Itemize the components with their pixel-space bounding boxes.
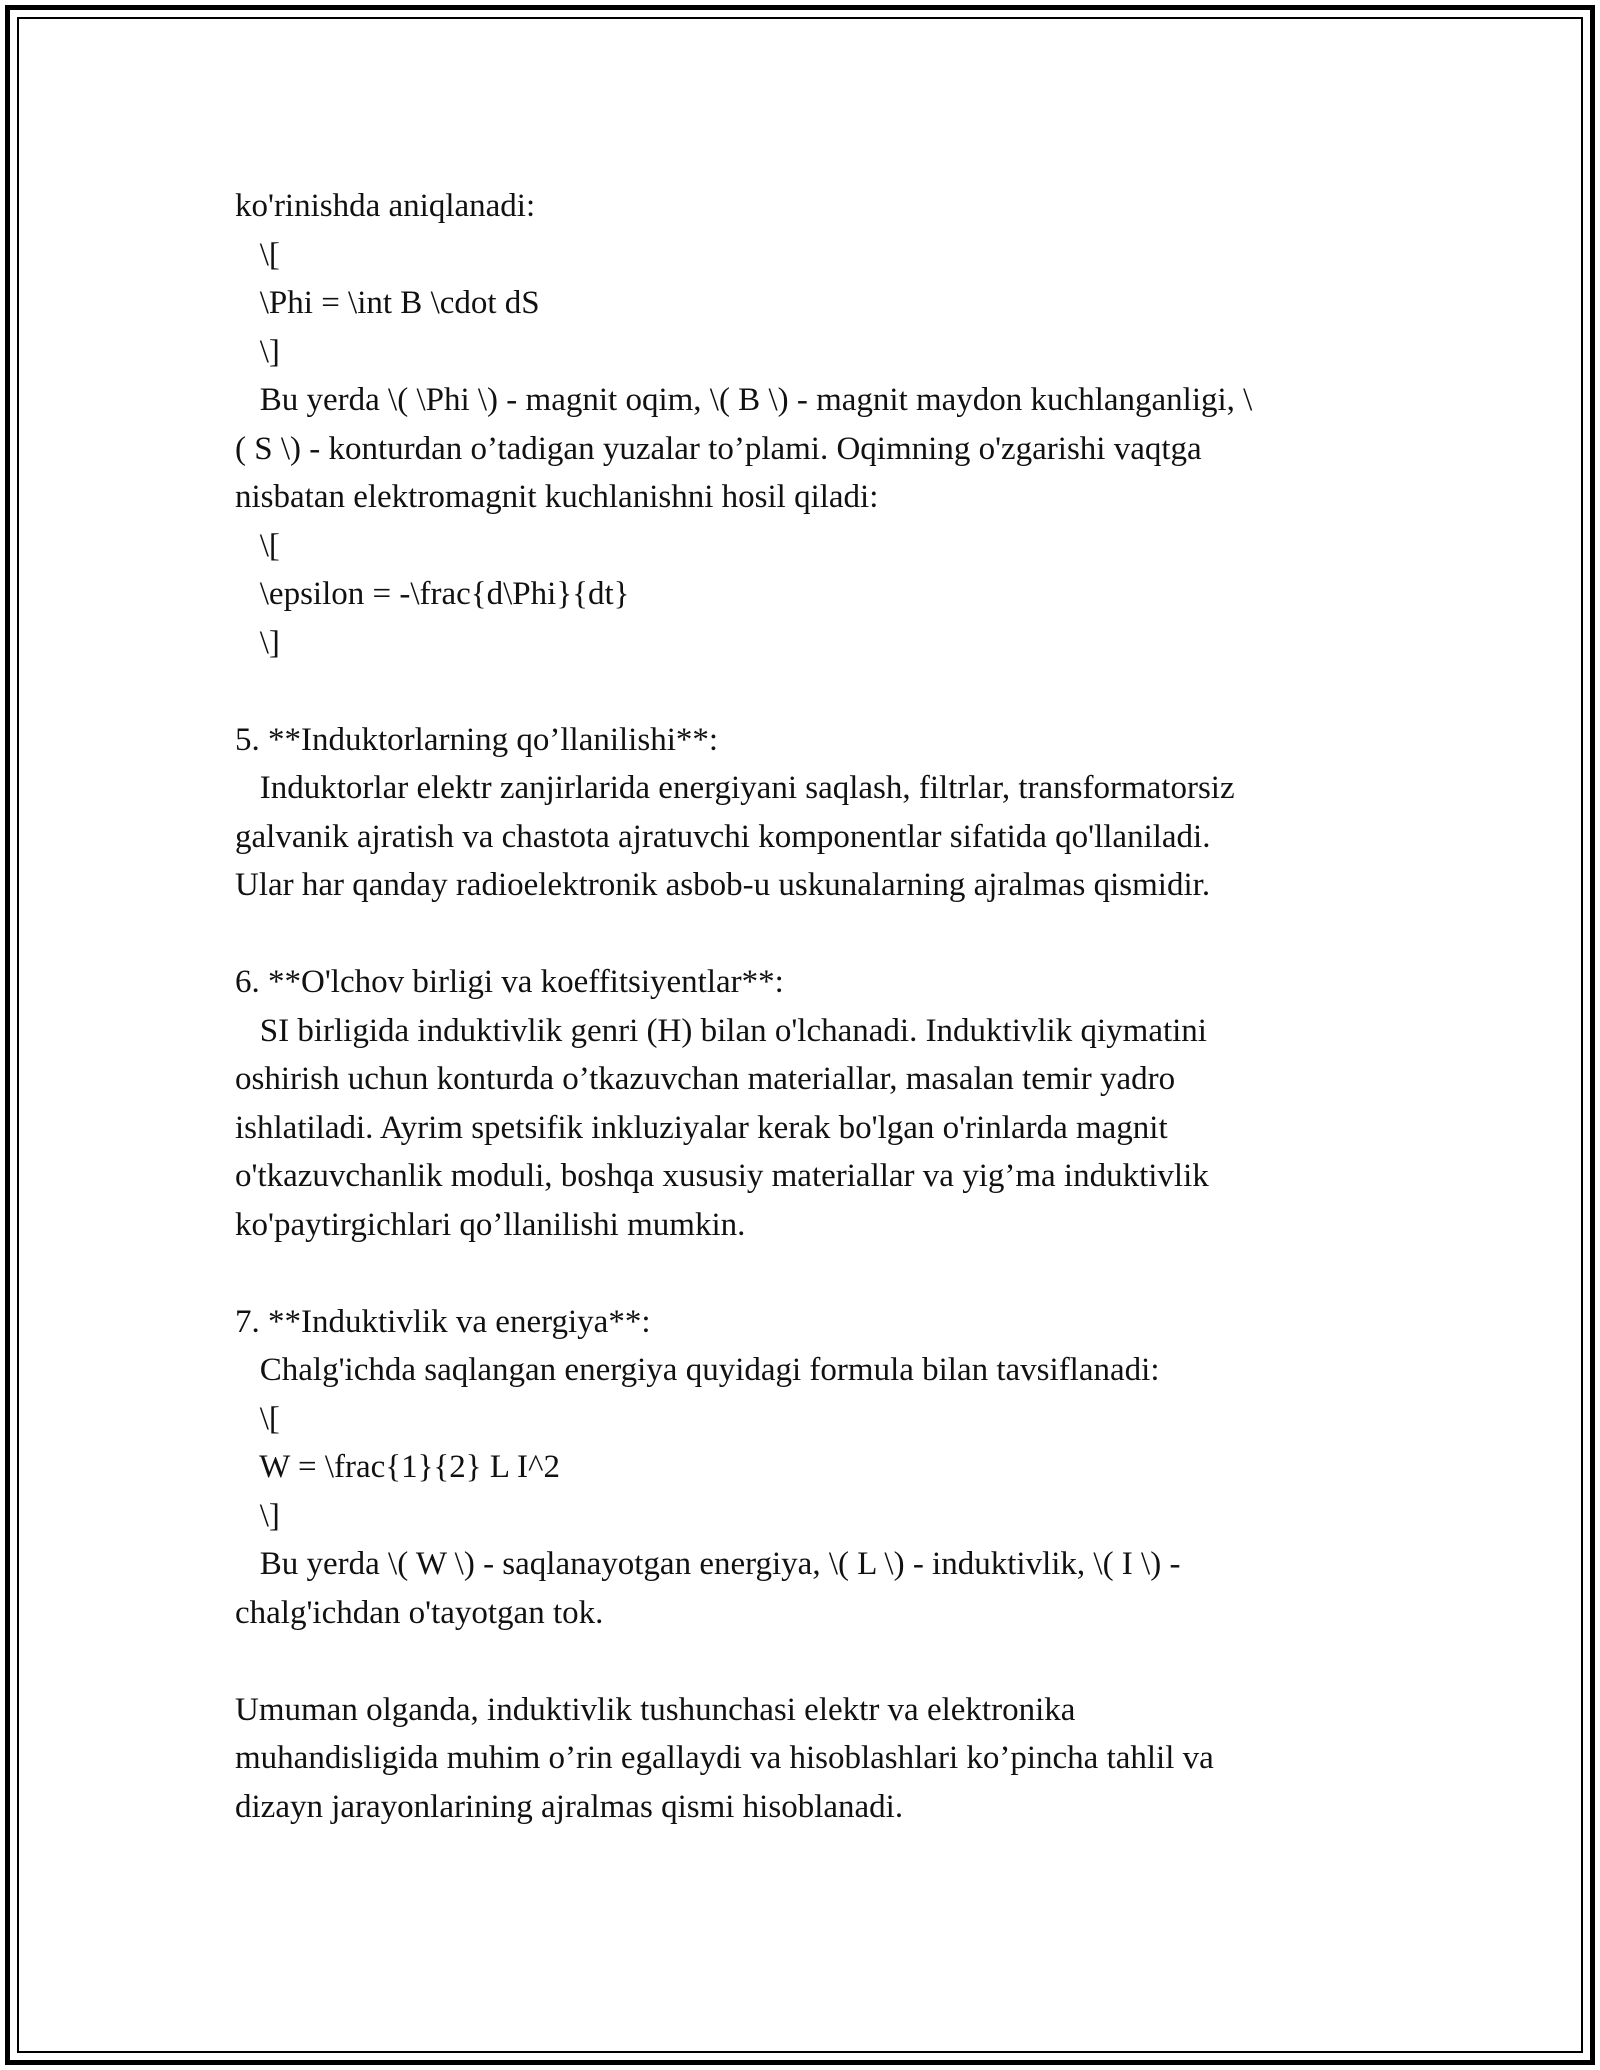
formula-close: \]: [235, 333, 280, 370]
text-line: Chalg'ichda saqlangan energiya quyidagi formula bilan tavsiflanadi:: [235, 1352, 1160, 1388]
text-line: ( S \) - konturdan o’tadigan yuzalar to’plami. Oqimning o'zgarishi vaqtga: [235, 430, 1202, 467]
text-line: galvanik ajratish va chastota ajratuvchi komponentlar sifatida qo'llaniladi.: [235, 818, 1211, 855]
blank-line: [235, 667, 1365, 716]
text-line: Bu yerda \( \Phi \) - magnit oqim, \( B \) - magnit maydon kuchlanganligi, \: [235, 382, 1253, 418]
formula-close: \]: [235, 624, 280, 661]
text-line: chalg'ichdan o'tayotgan tok.: [235, 1594, 604, 1631]
section-heading: 6. **O'lchov birligi va koeffitsiyentlar**:: [235, 964, 784, 1000]
formula-close: \]: [235, 1497, 280, 1534]
text-line: ishlatiladi. Ayrim spetsifik inkluziyalar kerak bo'lgan o'rinlarda magnit: [235, 1109, 1168, 1146]
blank-line: [235, 1249, 1365, 1298]
text-line: Bu yerda \( W \) - saqlanayotgan energiya, \( L \) - induktivlik, \( I \) -: [235, 1546, 1181, 1582]
formula-line: \epsilon = -\frac{d\Phi}{dt}: [235, 576, 630, 612]
blank-line: [235, 910, 1365, 959]
text-line: Induktorlar elektr zanjirlarida energiyani saqlash, filtrlar, transformatorsiz: [235, 770, 1235, 806]
formula-open: \[: [235, 236, 280, 273]
section-heading: 5. **Induktorlarning qo’llanilishi**:: [235, 721, 719, 758]
text-line: Ular har qanday radioelektronik asbob-u uskunalarning ajralmas qismidir.: [235, 867, 1211, 903]
conclusion-line: muhandisligida muhim o’rin egallaydi va hisoblashlari ko’pincha tahlil va: [235, 1740, 1214, 1776]
section-heading: 7. **Induktivlik va energiya**:: [235, 1303, 651, 1340]
formula-open: \[: [235, 527, 280, 564]
formula-line: W = \frac{1}{2} L I^2: [235, 1449, 561, 1485]
blank-line: [235, 1637, 1365, 1686]
conclusion-line: dizayn jarayonlarining ajralmas qismi hisoblanadi.: [235, 1788, 904, 1825]
text-line: ko'paytirgichlari qo’llanilishi mumkin.: [235, 1206, 746, 1243]
document-body: [235, 182, 1365, 1831]
text-line: ko'rinishda aniqlanadi:: [235, 188, 536, 224]
text-line: oshirish uchun konturda o’tkazuvchan materiallar, masalan temir yadro: [235, 1061, 1176, 1097]
text-line: nisbatan elektromagnit kuchlanishni hosil qiladi:: [235, 479, 879, 515]
conclusion-line: Umuman olganda, induktivlik tushunchasi elektr va elektronika: [235, 1691, 1076, 1728]
formula-open: \[: [235, 1400, 280, 1437]
text-line: o'tkazuvchanlik moduli, boshqa xususiy materiallar va yig’ma induktivlik: [235, 1158, 1209, 1194]
text-line: SI birligida induktivlik genri (H) bilan o'lchanadi. Induktivlik qiymatini: [235, 1012, 1207, 1049]
formula-line: \Phi = \int B \cdot dS: [235, 285, 540, 321]
